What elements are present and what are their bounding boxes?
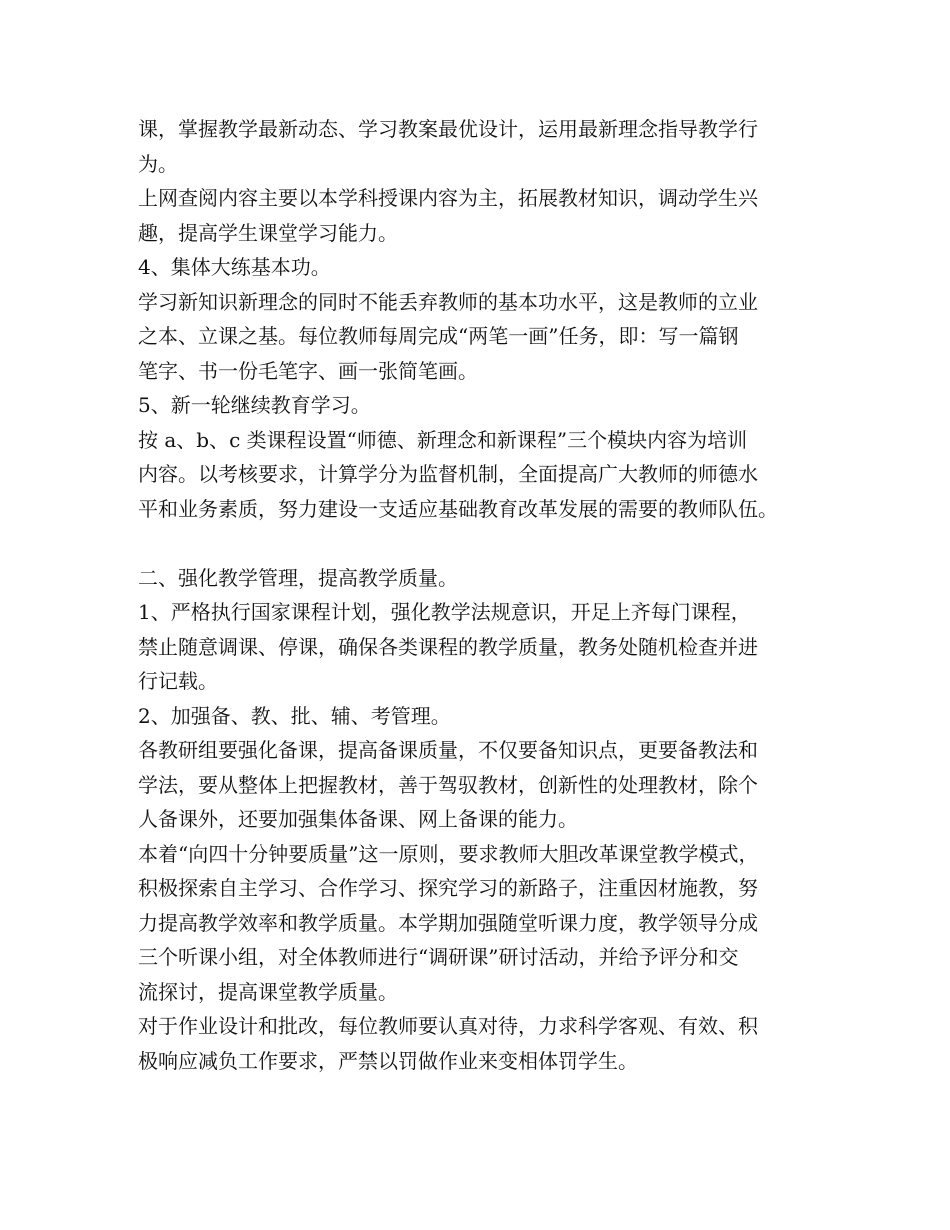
text-line: 极响应减负工作要求，严禁以罚做作业来变相体罚学生。 bbox=[138, 1048, 638, 1073]
text-line: 对于作业设计和批改，每位教师要认真对待，力求科学客观、有效、积 bbox=[138, 1014, 758, 1038]
section-heading: 二、强化教学管理，提高教学质量。 bbox=[138, 565, 458, 590]
text-line: 笔字、书一份毛笔字、画一张简笔画。 bbox=[138, 358, 478, 383]
text-line: 本着“向四十分钟要质量”这一原则，要求教师大胆改革课堂教学模式， bbox=[138, 841, 759, 866]
text-line: 积极探索自主学习、合作学习、探究学习的新路子，注重因材施教，努 bbox=[138, 876, 758, 900]
text-line: 各教研组要强化备课，提高备课质量，不仅要备知识点，更要备教法和 bbox=[138, 738, 758, 762]
text-line: 行记载。 bbox=[138, 669, 218, 693]
item-heading: 5、新一轮继续教育学习。 bbox=[138, 393, 371, 417]
text-line: 上网查阅内容主要以本学科授课内容为主，拓展教材知识，调动学生兴 bbox=[138, 186, 758, 210]
text-line: 三个听课小组，对全体教师进行“调研课”研讨活动，并给予评分和交 bbox=[138, 945, 739, 969]
text-line: 内容。以考核要求，计算学分为监督机制，全面提高广大教师的师德水 bbox=[138, 462, 758, 486]
document-body bbox=[138, 112, 828, 1078]
text-line: 禁止随意调课、停课，确保各类课程的教学质量，教务处随机检查并进 bbox=[138, 634, 758, 659]
text-line: 1、严格执行国家课程计划，强化教学法规意识，开足上齐每门课程， bbox=[138, 600, 751, 624]
text-line: 力提高教学效率和教学质量。本学期加强随堂听课力度，教学领导分成 bbox=[138, 910, 758, 935]
text-line: 按 a、b、c 类课程设置“师德、新理念和新课程”三个模块内容为培训 bbox=[138, 427, 748, 452]
text-line: 流探讨，提高课堂教学质量。 bbox=[138, 979, 398, 1004]
text-line: 为。 bbox=[138, 151, 178, 176]
text-line: 趣，提高学生课堂学习能力。 bbox=[138, 220, 398, 245]
item-heading: 2、加强备、教、批、辅、考管理。 bbox=[138, 703, 451, 728]
item-heading: 4、集体大练基本功。 bbox=[138, 255, 331, 279]
text-line: 学法，要从整体上把握教材，善于驾驭教材，创新性的处理教材，除个 bbox=[138, 772, 758, 797]
text-line: 人备课外，还要加强集体备课、网上备课的能力。 bbox=[138, 807, 578, 831]
blank-line bbox=[138, 526, 828, 561]
text-line: 之本、立课之基。每位教师每周完成“两笔一画”任务，即：写一篇钢 bbox=[138, 324, 739, 348]
text-line: 课，掌握教学最新动态、学习教案最优设计，运用最新理念指导教学行 bbox=[138, 117, 758, 141]
text-line: 学习新知识新理念的同时不能丢弃教师的基本功水平，这是教师的立业 bbox=[138, 289, 758, 314]
text-line: 平和业务素质，努力建设一支适应基础教育改革发展的需要的教师队伍。 bbox=[138, 496, 778, 521]
